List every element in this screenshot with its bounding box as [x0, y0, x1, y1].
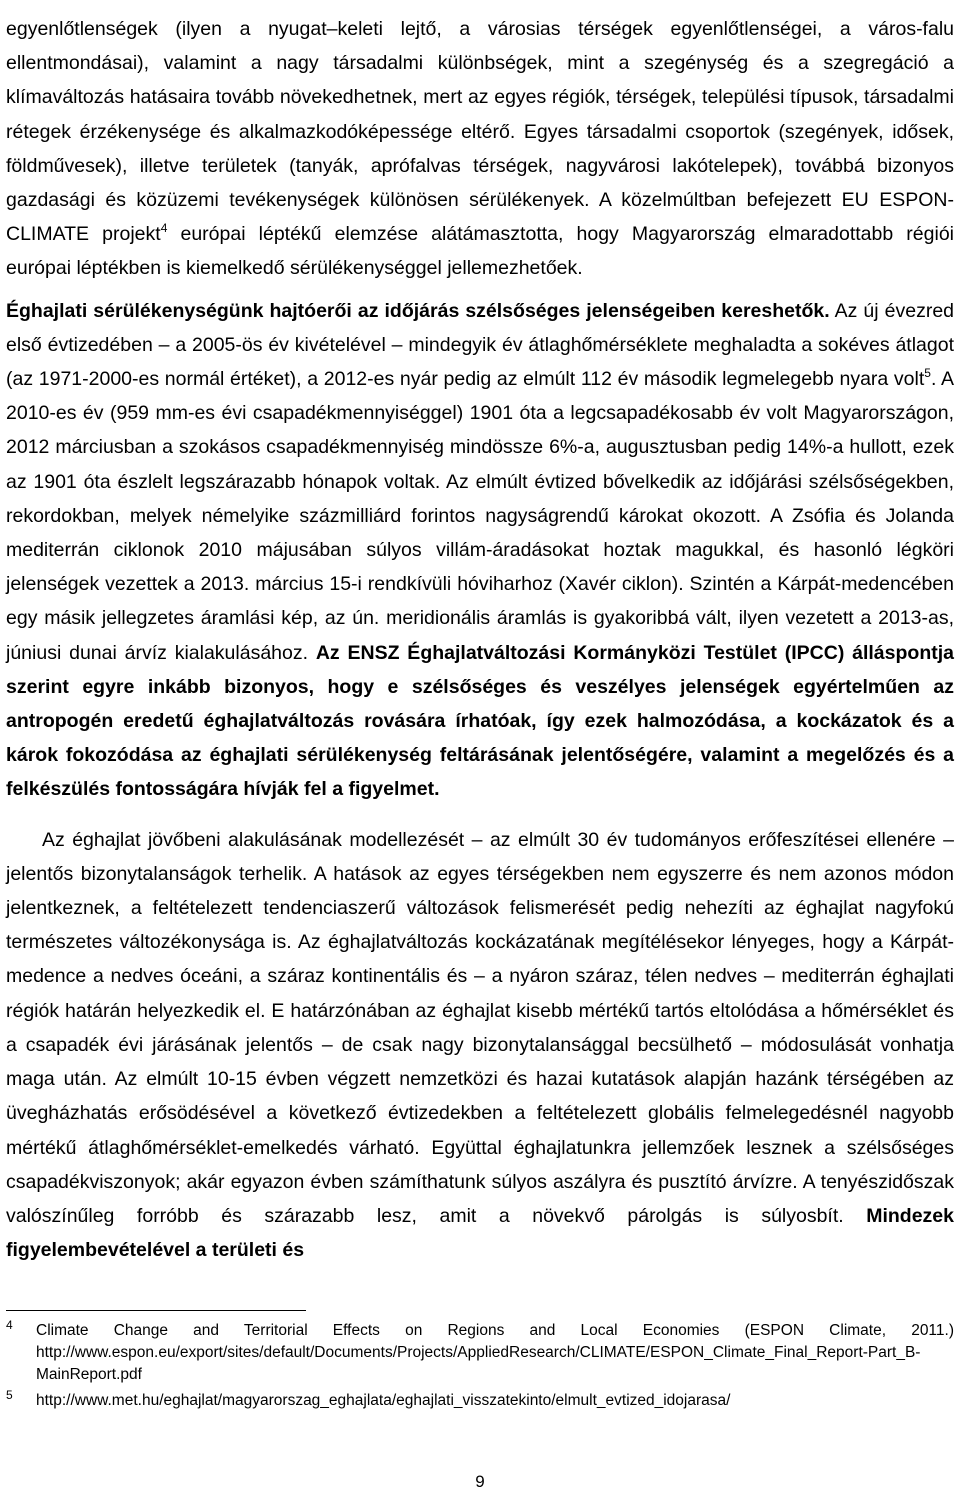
- footnote-text[interactable]: http://www.met.hu/eghajlat/magyarorszag_eghajlata/eghajlati_visszatekinto/elmult_evtized_idojarasa/: [36, 1392, 731, 1409]
- page-body: [6, 0, 954, 1267]
- footnote-text[interactable]: Climate Change and Territorial Effects on Regions and Local Economies (ESPON Climate, 2011.) http://www.espon.eu/export/sites/default/Documents/Projects/AppliedResearch/CLIMATE/ESPON_Climate_Final_Report-Part_B-MainReport.pdf: [36, 1322, 954, 1383]
- footnote-4: [6, 1320, 954, 1386]
- footnote-5: [6, 1390, 954, 1412]
- footnote-separator: [6, 1310, 306, 1311]
- paragraph-text: . A 2010-es év (959 mm-es évi csapadékmennyiséggel) 1901 óta a legcsapadékosabb év volt Magyarországon, 2012 márciusban a szokásos csapadékmennyiség mindössze 6%-a, augusztusban pedig 14%-a hullott, ezek az 1901 óta észlelt legszárazabb hónapok voltak. Az elmúlt évtized bővelkedik az időjárási szélsőségekben, rekordokban, melyek némelyike százmilliárd forintos nagyságrendű károkat okozott. A Zsófia és Jolanda mediterrán ciklonok 2010 májusában súlyos villám-áradásokat hoztak magukkal, és hasonló légköri jelenségek vezettek a 2013. március 15-i rendkívüli hóviharhoz (Xavér ciklon). Szintén a Kárpát-medencében egy másik jellegzetes áramlási kép, az ún. meridionális áramlás is gyakoribbá vált, ilyen vezetett a 2013-as, júniusi dunai árvíz kialakulásához.: [6, 368, 954, 664]
- paragraph-text: Az új évezred első évtizedében ‒ a 2005-ös év kivételével ‒ mindegyik év átlaghőmérséklete meghaladta a sokéves átlagot (az 1971-2000-es normál értéket), a 2012-es nyár pedig az elmúlt 112 év második legmelegebb nyara volt: [6, 299, 955, 391]
- footnote-ref-4[interactable]: 4: [160, 221, 168, 236]
- footnote-number: 5: [6, 1388, 13, 1402]
- page-number: 9: [475, 1472, 485, 1491]
- paragraph-text: európai léptékű elemzése alátámasztotta, hogy Magyarország elmaradottabb régiói európai léptékben is kiemelkedő sérülékenységgel jellemezhetőek.: [6, 223, 955, 280]
- bold-statement: Éghajlati sérülékenységünk hajtóerői az időjárás szélsőséges jelenségeiben kereshetők.: [6, 299, 830, 322]
- paragraph-text: egyenlőtlenségek (ilyen a nyugat–keleti lejtő, a városias térségek egyenlőtlenségei, a város-falu ellentmondásai), valamint a nagy társadalmi különbségek, mint a szegénység és a szegregáció a klímaváltozás hatásaira tovább növekedhetnek, mert az egyes régiók, térségek, települési típusok, társadalmi rétegek érzékenysége és alkalmazkodóképessége eltérő. Egyes társadalmi csoportok (szegények, idősek, földművesek), illetve területek (tanyák, aprófalvas térségek, nagyvárosi lakótelepek), továbbá bizonyos gazdasági és közüzemi tevékenységek különösen sérülékenyek. A közelmúltban befejezett EU ESPON-CLIMATE projekt: [6, 18, 954, 246]
- paragraph-vulnerability: [6, 0, 954, 286]
- paragraph-modelling: [6, 823, 954, 1268]
- footnote-ref-5[interactable]: 5: [924, 366, 931, 381]
- footnote-number: 4: [6, 1318, 13, 1332]
- footnotes: [6, 1320, 954, 1412]
- bold-statement: Az ENSZ Éghajlatváltozási Kormányközi Testület (IPCC) álláspontja szerint egyre inkább bizonyos, hogy e szélsőséges és veszélyes jelenségek egyértelműen az antropogén eredetű éghajlatváltozás rovására írhatóak, így ezek halmozódása, a kockázatok és a károk fokozódása az éghajlati sérülékenység feltárásának jelentőségére, valamint a megelőzés és a felkészülés fontosságára hívják fel a figyelmet.: [6, 641, 954, 801]
- bold-statement: Mindezek figyelembevételével a területi és: [6, 1204, 954, 1262]
- paragraph-text: Az éghajlat jövőbeni alakulásának modellezését ‒ az elmúlt 30 év tudományos erőfeszítései ellenére ‒ jelentős bizonytalanságok terhelik. A hatások az egyes térségekben nem egyszerre és nem azonos módon jelentkeznek, a feltételezett tendenciaszerű változások felismerését pedig nehezíti az éghajlat nagyfokú természetes változékonysága is. Az éghajlatváltozás kockázatának megítélésekor lényeges, hogy a Kárpát-medence a nedves óceáni, a száraz kontinentális és ‒ a nyáron száraz, télen nedves ‒ mediterrán éghajlati régiók határán helyezkedik el. E határzónában az éghajlat kisebb mértékű tartós eltolódása a hőmérséklet és a csapadék évi járásának jelentős ‒ de csak nagy bizonytalansággal becsülhető ‒ módosulását vonhatja maga után. Az elmúlt 10-15 évben végzett nemzetközi és hazai kutatások alapján hazánk térségében az üvegházhatás erősödésével a következő évtizedekben a feltételezett globális felmelegedésnél nagyobb mértékű átlaghőmérséklet-emelkedés várható. Együttal éghajlatunkra jellemzőek lesznek a szélsőséges csapadékviszonyok; akár egyazon évben számíthatunk súlyos aszályra és pusztító árvízre. A tenyészidőszak valószínűleg forróbb és szárazabb lesz, amit a növekvő párolgás is súlyosbít.: [6, 828, 954, 1227]
- paragraph-extremes: [6, 294, 954, 807]
